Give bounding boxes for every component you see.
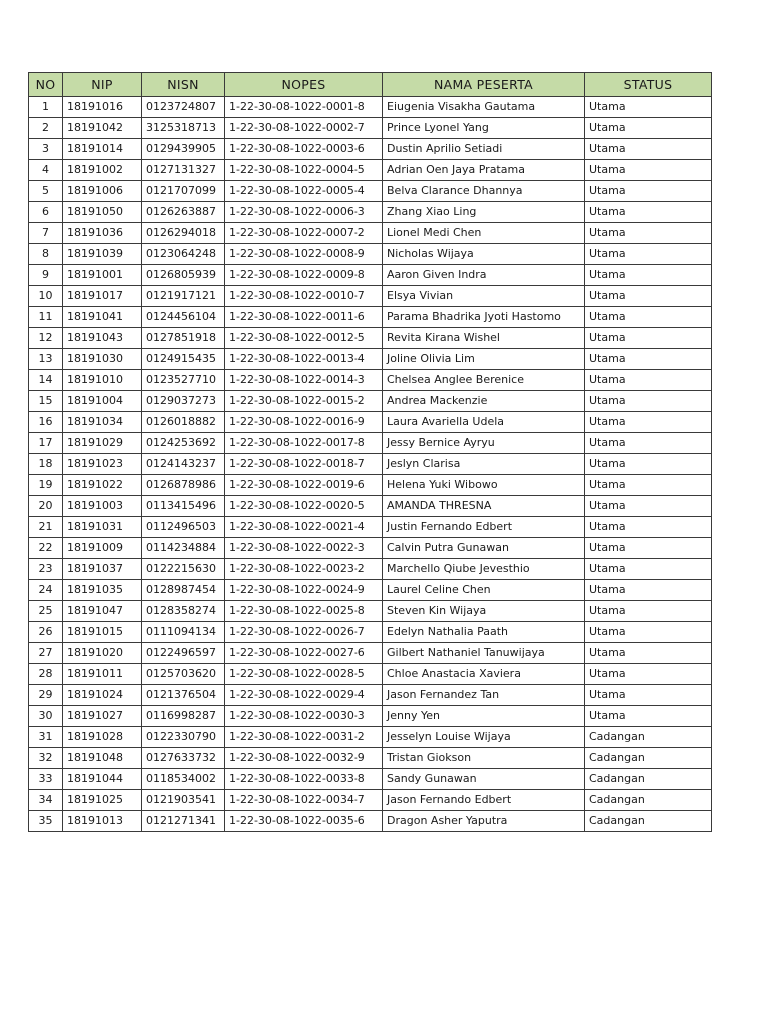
table-row [29,202,712,223]
table-row [29,244,712,265]
table-row [29,370,712,391]
table-row [29,307,712,328]
cell-nisn: 0126263887 [142,202,225,223]
cell-nip: 18191030 [63,349,142,370]
cell-nopes: 1-22-30-08-1022-0029-4 [225,685,383,706]
cell-nama-peserta: Elsya Vivian [383,286,585,307]
table-body [29,97,712,832]
cell-nopes: 1-22-30-08-1022-0006-3 [225,202,383,223]
cell-status: Utama [585,181,712,202]
header-nopes: NOPES [225,73,383,97]
cell-no: 33 [29,769,63,790]
table-header [29,73,712,97]
table-row [29,601,712,622]
cell-nip: 18191004 [63,391,142,412]
cell-nip: 18191039 [63,244,142,265]
table-row [29,139,712,160]
cell-nama-peserta: Revita Kirana Wishel [383,328,585,349]
cell-no: 2 [29,118,63,139]
cell-nama-peserta: Andrea Mackenzie [383,391,585,412]
cell-no: 15 [29,391,63,412]
cell-nopes: 1-22-30-08-1022-0018-7 [225,454,383,475]
cell-status: Utama [585,454,712,475]
cell-nopes: 1-22-30-08-1022-0017-8 [225,433,383,454]
table-row [29,811,712,832]
table-row [29,454,712,475]
cell-nisn: 0122215630 [142,559,225,580]
table-row [29,517,712,538]
cell-no: 26 [29,622,63,643]
cell-nip: 18191001 [63,265,142,286]
cell-nip: 18191028 [63,727,142,748]
header-nama-peserta: NAMA PESERTA [383,73,585,97]
cell-no: 30 [29,706,63,727]
cell-nama-peserta: Zhang Xiao Ling [383,202,585,223]
cell-nip: 18191027 [63,706,142,727]
cell-nopes: 1-22-30-08-1022-0014-3 [225,370,383,391]
cell-nopes: 1-22-30-08-1022-0033-8 [225,769,383,790]
cell-nisn: 0125703620 [142,664,225,685]
table-row [29,727,712,748]
cell-nama-peserta: Calvin Putra Gunawan [383,538,585,559]
cell-nama-peserta: Eiugenia Visakha Gautama [383,97,585,118]
cell-nopes: 1-22-30-08-1022-0012-5 [225,328,383,349]
cell-no: 5 [29,181,63,202]
cell-nama-peserta: Dustin Aprilio Setiadi [383,139,585,160]
cell-no: 7 [29,223,63,244]
cell-no: 10 [29,286,63,307]
cell-status: Utama [585,244,712,265]
cell-nip: 18191014 [63,139,142,160]
table-row [29,349,712,370]
cell-nip: 18191010 [63,370,142,391]
table-row [29,580,712,601]
cell-nopes: 1-22-30-08-1022-0022-3 [225,538,383,559]
cell-nip: 18191003 [63,496,142,517]
cell-status: Utama [585,160,712,181]
cell-nip: 18191023 [63,454,142,475]
cell-no: 3 [29,139,63,160]
table-row [29,643,712,664]
header-status: STATUS [585,73,712,97]
cell-nip: 18191017 [63,286,142,307]
cell-nip: 18191041 [63,307,142,328]
cell-no: 23 [29,559,63,580]
cell-nama-peserta: Lionel Medi Chen [383,223,585,244]
cell-nisn: 0123724807 [142,97,225,118]
cell-status: Utama [585,664,712,685]
table-row [29,181,712,202]
cell-nip: 18191013 [63,811,142,832]
table-row [29,118,712,139]
cell-nama-peserta: Dragon Asher Yaputra [383,811,585,832]
cell-status: Cadangan [585,748,712,769]
cell-status: Utama [585,538,712,559]
cell-nisn: 0114234884 [142,538,225,559]
cell-no: 6 [29,202,63,223]
cell-status: Cadangan [585,727,712,748]
cell-nama-peserta: Nicholas Wijaya [383,244,585,265]
cell-status: Cadangan [585,790,712,811]
table-row [29,685,712,706]
cell-status: Utama [585,349,712,370]
cell-nip: 18191009 [63,538,142,559]
cell-status: Utama [585,202,712,223]
cell-nama-peserta: Adrian Oen Jaya Pratama [383,160,585,181]
cell-no: 31 [29,727,63,748]
cell-nopes: 1-22-30-08-1022-0001-8 [225,97,383,118]
cell-no: 16 [29,412,63,433]
cell-nopes: 1-22-30-08-1022-0024-9 [225,580,383,601]
cell-no: 21 [29,517,63,538]
table-row [29,622,712,643]
cell-no: 8 [29,244,63,265]
cell-nopes: 1-22-30-08-1022-0030-3 [225,706,383,727]
cell-no: 29 [29,685,63,706]
cell-nopes: 1-22-30-08-1022-0035-6 [225,811,383,832]
cell-status: Utama [585,328,712,349]
cell-nama-peserta: AMANDA THRESNA [383,496,585,517]
cell-no: 14 [29,370,63,391]
cell-nip: 18191020 [63,643,142,664]
cell-nip: 18191043 [63,328,142,349]
cell-nama-peserta: Prince Lyonel Yang [383,118,585,139]
cell-nip: 18191044 [63,769,142,790]
cell-nip: 18191035 [63,580,142,601]
cell-nama-peserta: Tristan Giokson [383,748,585,769]
cell-nama-peserta: Sandy Gunawan [383,769,585,790]
cell-nisn: 0121707099 [142,181,225,202]
cell-nip: 18191025 [63,790,142,811]
table-row [29,97,712,118]
cell-nisn: 0124915435 [142,349,225,370]
cell-nopes: 1-22-30-08-1022-0013-4 [225,349,383,370]
cell-nip: 18191048 [63,748,142,769]
cell-nip: 18191016 [63,97,142,118]
table-row [29,790,712,811]
cell-nopes: 1-22-30-08-1022-0016-9 [225,412,383,433]
cell-nisn: 0121376504 [142,685,225,706]
cell-nisn: 0127131327 [142,160,225,181]
cell-nopes: 1-22-30-08-1022-0005-4 [225,181,383,202]
cell-nama-peserta: Laura Avariella Udela [383,412,585,433]
cell-nisn: 0129439905 [142,139,225,160]
cell-nisn: 0124143237 [142,454,225,475]
table-row [29,265,712,286]
cell-nopes: 1-22-30-08-1022-0004-5 [225,160,383,181]
cell-no: 18 [29,454,63,475]
cell-status: Utama [585,412,712,433]
cell-status: Cadangan [585,769,712,790]
cell-nama-peserta: Jenny Yen [383,706,585,727]
cell-status: Utama [585,139,712,160]
cell-status: Utama [585,601,712,622]
cell-nisn: 0113415496 [142,496,225,517]
cell-status: Utama [585,517,712,538]
cell-status: Cadangan [585,811,712,832]
table-row [29,412,712,433]
cell-nisn: 0123527710 [142,370,225,391]
cell-nama-peserta: Belva Clarance Dhannya [383,181,585,202]
cell-nip: 18191022 [63,475,142,496]
cell-nisn: 0128358274 [142,601,225,622]
cell-nip: 18191006 [63,181,142,202]
cell-nopes: 1-22-30-08-1022-0020-5 [225,496,383,517]
cell-nisn: 0127633732 [142,748,225,769]
cell-nopes: 1-22-30-08-1022-0028-5 [225,664,383,685]
cell-no: 22 [29,538,63,559]
cell-nama-peserta: Parama Bhadrika Jyoti Hastomo [383,307,585,328]
table-row [29,433,712,454]
cell-nisn: 0126294018 [142,223,225,244]
cell-nama-peserta: Jesselyn Louise Wijaya [383,727,585,748]
cell-status: Utama [585,118,712,139]
cell-nisn: 0129037273 [142,391,225,412]
cell-nama-peserta: Helena Yuki Wibowo [383,475,585,496]
table-row [29,769,712,790]
cell-nisn: 0112496503 [142,517,225,538]
cell-nisn: 0126878986 [142,475,225,496]
cell-no: 4 [29,160,63,181]
table-row [29,286,712,307]
cell-status: Utama [585,643,712,664]
cell-status: Utama [585,475,712,496]
cell-no: 34 [29,790,63,811]
cell-nama-peserta: Steven Kin Wijaya [383,601,585,622]
cell-nopes: 1-22-30-08-1022-0002-7 [225,118,383,139]
cell-nip: 18191037 [63,559,142,580]
cell-nopes: 1-22-30-08-1022-0034-7 [225,790,383,811]
cell-nisn: 0111094134 [142,622,225,643]
header-no: NO [29,73,63,97]
cell-nisn: 0126018882 [142,412,225,433]
cell-nama-peserta: Jessy Bernice Ayryu [383,433,585,454]
cell-nopes: 1-22-30-08-1022-0031-2 [225,727,383,748]
cell-nopes: 1-22-30-08-1022-0009-8 [225,265,383,286]
cell-nip: 18191024 [63,685,142,706]
header-nip: NIP [63,73,142,97]
cell-status: Utama [585,433,712,454]
cell-nama-peserta: Edelyn Nathalia Paath [383,622,585,643]
cell-nopes: 1-22-30-08-1022-0025-8 [225,601,383,622]
cell-nama-peserta: Jason Fernando Edbert [383,790,585,811]
cell-nip: 18191047 [63,601,142,622]
cell-no: 1 [29,97,63,118]
cell-nisn: 0116998287 [142,706,225,727]
table-row [29,391,712,412]
cell-nisn: 0123064248 [142,244,225,265]
cell-nisn: 0121271341 [142,811,225,832]
cell-nisn: 0124456104 [142,307,225,328]
cell-status: Utama [585,97,712,118]
cell-nip: 18191036 [63,223,142,244]
cell-status: Utama [585,580,712,601]
cell-nisn: 0118534002 [142,769,225,790]
cell-nisn: 0122496597 [142,643,225,664]
cell-status: Utama [585,685,712,706]
cell-nopes: 1-22-30-08-1022-0011-6 [225,307,383,328]
cell-nama-peserta: Marchello Qiube Jevesthio [383,559,585,580]
cell-nisn: 0128987454 [142,580,225,601]
cell-status: Utama [585,370,712,391]
participants-table [28,72,712,832]
cell-no: 9 [29,265,63,286]
cell-status: Utama [585,706,712,727]
table-row [29,559,712,580]
cell-nisn: 0121917121 [142,286,225,307]
cell-no: 27 [29,643,63,664]
cell-no: 17 [29,433,63,454]
cell-status: Utama [585,286,712,307]
cell-nopes: 1-22-30-08-1022-0027-6 [225,643,383,664]
cell-no: 20 [29,496,63,517]
header-nisn: NISN [142,73,225,97]
header-row [29,73,712,97]
cell-nopes: 1-22-30-08-1022-0007-2 [225,223,383,244]
cell-nama-peserta: Chloe Anastacia Xaviera [383,664,585,685]
cell-status: Utama [585,622,712,643]
table-row [29,496,712,517]
cell-nip: 18191042 [63,118,142,139]
cell-nama-peserta: Laurel Celine Chen [383,580,585,601]
table-row [29,328,712,349]
cell-no: 28 [29,664,63,685]
cell-nopes: 1-22-30-08-1022-0021-4 [225,517,383,538]
cell-status: Utama [585,559,712,580]
cell-no: 24 [29,580,63,601]
cell-nopes: 1-22-30-08-1022-0026-7 [225,622,383,643]
cell-no: 13 [29,349,63,370]
cell-nisn: 0124253692 [142,433,225,454]
cell-nisn: 0127851918 [142,328,225,349]
table-row [29,664,712,685]
cell-no: 19 [29,475,63,496]
table-row [29,706,712,727]
cell-nisn: 0121903541 [142,790,225,811]
cell-nip: 18191031 [63,517,142,538]
cell-status: Utama [585,265,712,286]
cell-no: 25 [29,601,63,622]
cell-nopes: 1-22-30-08-1022-0003-6 [225,139,383,160]
cell-nopes: 1-22-30-08-1022-0008-9 [225,244,383,265]
cell-status: Utama [585,496,712,517]
cell-status: Utama [585,223,712,244]
cell-nip: 18191029 [63,433,142,454]
cell-nisn: 0122330790 [142,727,225,748]
table-row [29,538,712,559]
cell-nopes: 1-22-30-08-1022-0010-7 [225,286,383,307]
table-row [29,748,712,769]
table-row [29,223,712,244]
cell-nama-peserta: Joline Olivia Lim [383,349,585,370]
cell-nip: 18191034 [63,412,142,433]
cell-no: 35 [29,811,63,832]
cell-nama-peserta: Aaron Given Indra [383,265,585,286]
cell-nisn: 0126805939 [142,265,225,286]
cell-nama-peserta: Jason Fernandez Tan [383,685,585,706]
cell-nip: 18191002 [63,160,142,181]
cell-nopes: 1-22-30-08-1022-0019-6 [225,475,383,496]
cell-nopes: 1-22-30-08-1022-0015-2 [225,391,383,412]
cell-no: 32 [29,748,63,769]
cell-nopes: 1-22-30-08-1022-0032-9 [225,748,383,769]
cell-nama-peserta: Justin Fernando Edbert [383,517,585,538]
cell-status: Utama [585,391,712,412]
table-row [29,160,712,181]
cell-nip: 18191015 [63,622,142,643]
cell-nip: 18191011 [63,664,142,685]
table-row [29,475,712,496]
cell-no: 12 [29,328,63,349]
cell-nama-peserta: Chelsea Anglee Berenice [383,370,585,391]
cell-status: Utama [585,307,712,328]
cell-nama-peserta: Jeslyn Clarisa [383,454,585,475]
cell-nisn: 3125318713 [142,118,225,139]
cell-no: 11 [29,307,63,328]
cell-nip: 18191050 [63,202,142,223]
cell-nama-peserta: Gilbert Nathaniel Tanuwijaya [383,643,585,664]
cell-nopes: 1-22-30-08-1022-0023-2 [225,559,383,580]
